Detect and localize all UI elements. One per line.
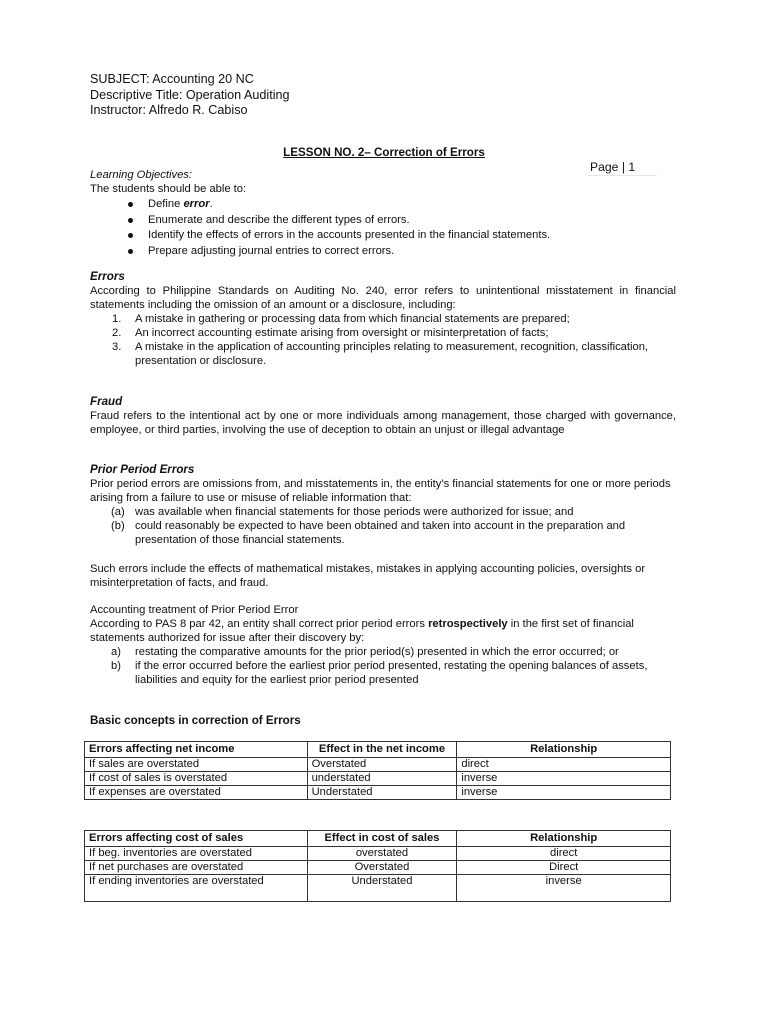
column-header: Relationship <box>457 831 671 847</box>
fraud-heading: Fraud <box>90 395 123 408</box>
column-header: Effect in the net income <box>307 742 457 758</box>
objective-text: Identify the effects of errors in the accounts presented in the financial statements. <box>148 229 551 241</box>
column-header: Errors affecting net income <box>85 742 308 758</box>
item-number: 3. <box>112 341 122 353</box>
errors-section <box>90 270 676 368</box>
item-text: was available when financial statements for those periods were authorized for issue; and <box>135 506 574 518</box>
objective-item <box>90 228 676 244</box>
bullet-icon <box>128 249 133 254</box>
table-cell: Overstated <box>307 758 457 772</box>
table-row <box>85 772 671 786</box>
course-header <box>90 72 676 119</box>
prior-period-list-item <box>90 505 676 519</box>
instructor-line: Instructor: Alfredo R. Cabiso <box>90 103 248 117</box>
such-errors-text: Such errors include the effects of mathematical mistakes, mistakes in applying accounting policies, oversights or misinterpretation of facts, and fraud. <box>90 563 646 589</box>
objective-text: Enumerate and describe the different types of errors. <box>148 213 410 226</box>
item-number: 2. <box>112 327 122 339</box>
table-row <box>85 786 671 800</box>
bullet-icon <box>128 233 133 238</box>
prior-period-list-item <box>90 519 676 547</box>
errors-list-item <box>90 340 676 368</box>
table-cell: understated <box>307 772 457 786</box>
learning-objectives <box>90 168 676 259</box>
objective-text: Prepare adjusting journal entries to correct errors. <box>148 244 395 257</box>
table-header-row <box>85 742 671 758</box>
item-number: 1. <box>112 313 122 325</box>
table-cell: If expenses are overstated <box>85 786 308 800</box>
treatment-keyword: retrospectively <box>428 618 508 630</box>
lesson-title-text: LESSON NO. 2– Correction of Errors <box>283 146 485 159</box>
such-errors-paragraph <box>90 562 676 590</box>
table-row <box>85 847 671 861</box>
table-header-row <box>85 831 671 847</box>
table-cell: overstated <box>307 847 457 861</box>
item-text: An incorrect accounting estimate arising from oversight or misinterpretation of facts; <box>135 327 549 339</box>
prior-period-definition: Prior period errors are omissions from, and misstatements in, the entity’s financial statements for one or more periods arising from a failure to use or misuse of reliable information that: <box>90 478 671 504</box>
objective-define-term: error <box>183 198 210 210</box>
item-text: A mistake in the application of accounting principles relating to measurement, recognition, classification, presentation or disclosure. <box>135 341 649 367</box>
prior-period-section <box>90 463 676 547</box>
table-cell: Understated <box>307 875 457 902</box>
lesson-title <box>0 146 768 160</box>
bullet-icon <box>128 202 133 207</box>
errors-heading: Errors <box>90 270 125 283</box>
table-cell: If ending inventories are overstated <box>85 875 308 902</box>
column-header: Relationship <box>457 742 671 758</box>
table-cell: If sales are overstated <box>85 758 308 772</box>
item-text: could reasonably be expected to have been obtained and taken into account in the preparation and presentation of those financial statements. <box>135 520 626 546</box>
subject-line: SUBJECT: Accounting 20 NC <box>90 72 254 86</box>
errors-list-item <box>90 312 676 326</box>
errors-list-item <box>90 326 676 340</box>
table-row <box>85 758 671 772</box>
accounting-treatment-section <box>90 603 676 687</box>
fraud-definition: Fraud refers to the intentional act by one or more individuals among management, those charged with governance, employee, or third parties, involving the use of deception to obtain an unjust or illegal advantage <box>90 410 676 436</box>
table-cell: Understated <box>307 786 457 800</box>
item-text: if the error occurred before the earliest prior period presented, restating the opening balances of assets, liabilities and equity for the earliest prior period presented <box>135 660 648 686</box>
prior-period-list <box>90 505 676 547</box>
table-cell: If net purchases are overstated <box>85 861 308 875</box>
item-text: restating the comparative amounts for the prior period(s) presented in which the error occurred; or <box>135 646 619 658</box>
errors-definition: According to Philippine Standards on Auditing No. 240, error refers to unintentional misstatement in financial statements including the omission of an amount or a disclosure, including: <box>90 285 676 311</box>
column-header: Effect in cost of sales <box>307 831 457 847</box>
treatment-heading: Accounting treatment of Prior Period Error <box>90 604 299 616</box>
prior-period-heading: Prior Period Errors <box>90 463 195 476</box>
treatment-text-prefix: According to PAS 8 par 42, an entity shall correct prior period errors <box>90 618 429 630</box>
column-header: Errors affecting cost of sales <box>85 831 308 847</box>
fraud-section <box>90 395 676 437</box>
treatment-text <box>90 617 676 645</box>
objective-item <box>90 244 676 260</box>
objectives-intro: The students should be able to: <box>90 183 247 195</box>
bullet-icon <box>128 218 133 223</box>
table-row <box>85 875 671 902</box>
page-number: Page | 1 <box>588 160 657 176</box>
errors-list <box>90 312 676 368</box>
table-cell: inverse <box>457 875 671 902</box>
objective-item <box>90 197 676 213</box>
treatment-list-item <box>90 659 676 687</box>
table-cell: Overstated <box>307 861 457 875</box>
item-number: a) <box>111 646 121 658</box>
table-cell: direct <box>457 847 671 861</box>
basic-concepts-heading: Basic concepts in correction of Errors <box>90 714 301 727</box>
net-income-table <box>84 741 671 800</box>
table-cell: If cost of sales is overstated <box>85 772 308 786</box>
item-text: A mistake in gathering or processing data from which financial statements are prepared; <box>135 313 570 325</box>
objectives-heading: Learning Objectives: <box>90 169 192 181</box>
objective-item <box>90 213 676 229</box>
cost-of-sales-table <box>84 830 671 902</box>
treatment-list <box>90 645 676 687</box>
objective-define-suffix: . <box>209 198 213 210</box>
table-cell: direct <box>457 758 671 772</box>
table-cell: inverse <box>457 772 671 786</box>
descriptive-title-line: Descriptive Title: Operation Auditing <box>90 87 290 102</box>
table-cell: Direct <box>457 861 671 875</box>
table-cell: inverse <box>457 786 671 800</box>
item-number: (b) <box>111 520 125 532</box>
objective-define-prefix: Define <box>148 198 184 210</box>
table-row <box>85 861 671 875</box>
item-number: (a) <box>111 506 125 518</box>
objectives-list <box>90 197 676 259</box>
item-number: b) <box>111 660 121 672</box>
table-cell: If beg. inventories are overstated <box>85 847 308 861</box>
treatment-list-item <box>90 645 676 659</box>
treatment-text-suffix: in the first set of financial statements authorized for issue after their discovery by: <box>90 618 634 644</box>
